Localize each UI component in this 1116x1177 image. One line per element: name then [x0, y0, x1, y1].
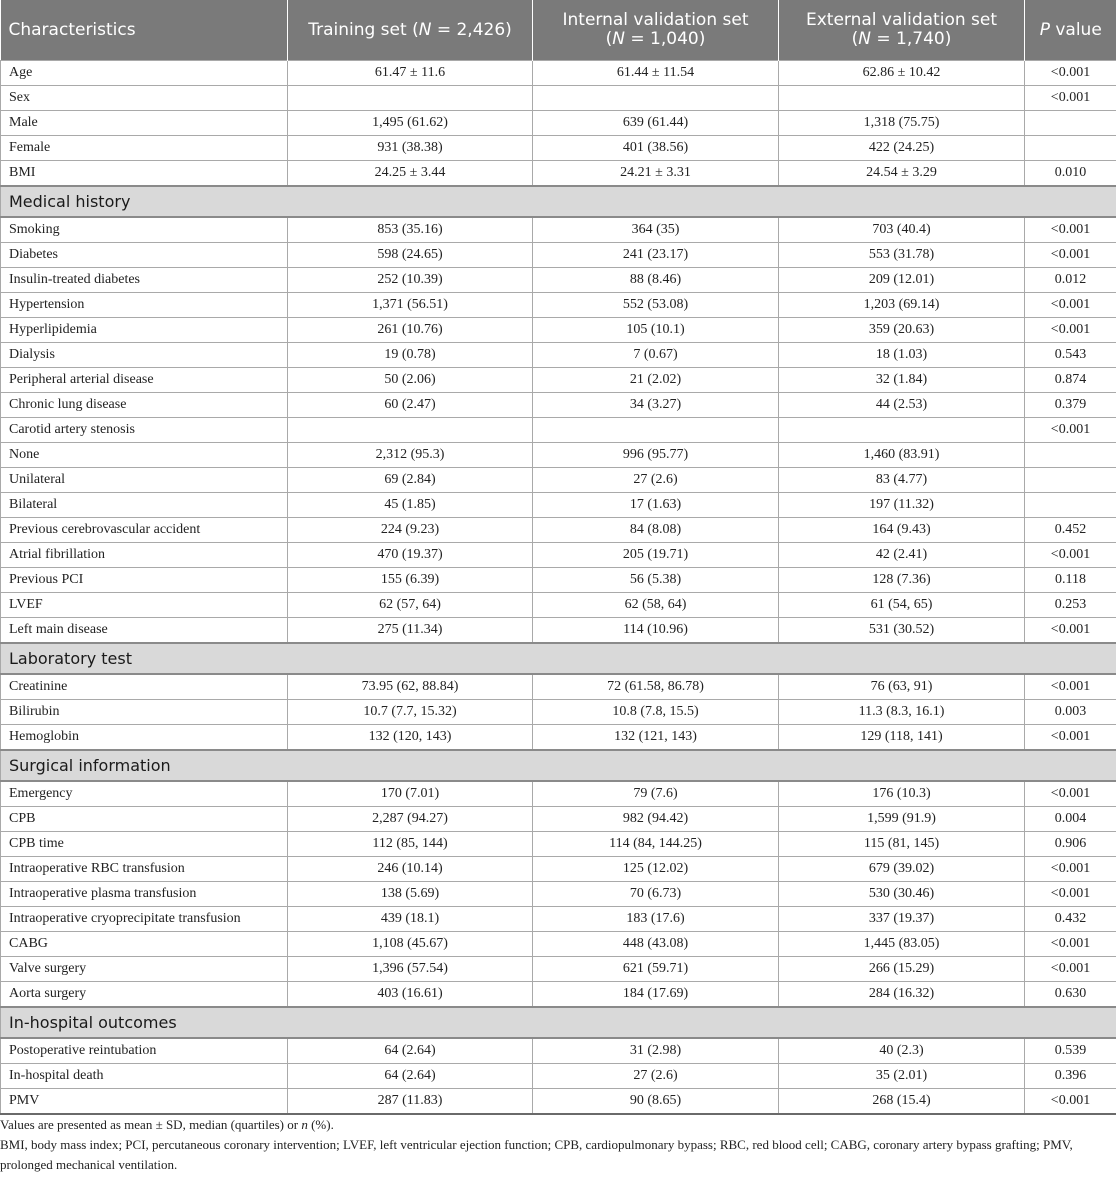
cell-internal: 90 (8.65): [533, 1089, 779, 1115]
table-row: [1, 593, 1116, 618]
table-row: [1, 1038, 1116, 1064]
cell-internal: 72 (61.58, 86.78): [533, 674, 779, 700]
cell-p-value: <0.001: [1025, 86, 1116, 111]
cell-external: 422 (24.25): [779, 136, 1025, 161]
cell-training: 1,371 (56.51): [288, 293, 533, 318]
cell-external: 337 (19.37): [779, 907, 1025, 932]
cell-p-value: <0.001: [1025, 318, 1116, 343]
cell-internal: 552 (53.08): [533, 293, 779, 318]
cell-external: [779, 418, 1025, 443]
cell-training: 138 (5.69): [288, 882, 533, 907]
cell-internal: 17 (1.63): [533, 493, 779, 518]
table-row: [1, 468, 1116, 493]
table-row: [1, 543, 1116, 568]
table-row: [1, 907, 1116, 932]
cell-p-value: <0.001: [1025, 618, 1116, 644]
table-row: [1, 882, 1116, 907]
row-label: Intraoperative cryoprecipitate transfusion: [1, 907, 288, 932]
cell-p-value: 0.906: [1025, 832, 1116, 857]
table-row: [1, 518, 1116, 543]
cell-internal: 114 (10.96): [533, 618, 779, 644]
cell-internal: 10.8 (7.8, 15.5): [533, 700, 779, 725]
cell-external: 32 (1.84): [779, 368, 1025, 393]
cell-p-value: <0.001: [1025, 217, 1116, 243]
cell-external: 176 (10.3): [779, 781, 1025, 807]
cell-external: 553 (31.78): [779, 243, 1025, 268]
cell-internal: 7 (0.67): [533, 343, 779, 368]
cell-external: 703 (40.4): [779, 217, 1025, 243]
cell-internal: 183 (17.6): [533, 907, 779, 932]
cell-training: 170 (7.01): [288, 781, 533, 807]
table-row: [1, 832, 1116, 857]
table-row: [1, 343, 1116, 368]
cell-external: 42 (2.41): [779, 543, 1025, 568]
row-label: Smoking: [1, 217, 288, 243]
row-label: Peripheral arterial disease: [1, 368, 288, 393]
table-row: [1, 418, 1116, 443]
cell-external: 11.3 (8.3, 16.1): [779, 700, 1025, 725]
row-label: Left main disease: [1, 618, 288, 644]
row-label: Insulin-treated diabetes: [1, 268, 288, 293]
table-row: [1, 86, 1116, 111]
cell-internal: 125 (12.02): [533, 857, 779, 882]
cell-internal: 241 (23.17): [533, 243, 779, 268]
cell-training: 287 (11.83): [288, 1089, 533, 1115]
table-row: [1, 1089, 1116, 1115]
cell-external: 1,460 (83.91): [779, 443, 1025, 468]
cell-training: 24.25 ± 3.44: [288, 161, 533, 187]
cell-training: 246 (10.14): [288, 857, 533, 882]
table-row: [1, 293, 1116, 318]
row-label: CPB time: [1, 832, 288, 857]
cell-training: [288, 418, 533, 443]
cell-internal: 205 (19.71): [533, 543, 779, 568]
cell-training: 19 (0.78): [288, 343, 533, 368]
footnote-abbreviations: BMI, body mass index; PCI, percutaneous coronary intervention; LVEF, left ventricular ejection function; CPB, cardiopulmonary bypass; RBC, red blood cell; CABG, coronary artery bypass grafting; PMV, prolonged mechanical ventilation.: [0, 1137, 1073, 1172]
cell-p-value: [1025, 493, 1116, 518]
cell-external: 1,599 (91.9): [779, 807, 1025, 832]
header-p-value: [1025, 0, 1116, 61]
row-label: Intraoperative plasma transfusion: [1, 882, 288, 907]
cell-external: [779, 86, 1025, 111]
row-label: PMV: [1, 1089, 288, 1115]
cell-p-value: 0.539: [1025, 1038, 1116, 1064]
cell-training: 470 (19.37): [288, 543, 533, 568]
cell-p-value: <0.001: [1025, 418, 1116, 443]
cell-training: 403 (16.61): [288, 982, 533, 1008]
table-footnotes: [0, 1115, 1112, 1175]
row-label: Hyperlipidemia: [1, 318, 288, 343]
table-row: [1, 243, 1116, 268]
row-label: Sex: [1, 86, 288, 111]
table-row: [1, 700, 1116, 725]
row-label: Bilateral: [1, 493, 288, 518]
row-label: Emergency: [1, 781, 288, 807]
table-row: [1, 932, 1116, 957]
cell-training: 1,495 (61.62): [288, 111, 533, 136]
cell-internal: 982 (94.42): [533, 807, 779, 832]
table-row: [1, 725, 1116, 751]
table-body: [1, 61, 1116, 1115]
cell-external: 209 (12.01): [779, 268, 1025, 293]
cell-external: 284 (16.32): [779, 982, 1025, 1008]
section-header-row: [1, 643, 1116, 674]
cell-training: [288, 86, 533, 111]
cell-p-value: [1025, 111, 1116, 136]
section-header-row: [1, 186, 1116, 217]
cell-p-value: <0.001: [1025, 1089, 1116, 1115]
cell-internal: 34 (3.27): [533, 393, 779, 418]
cell-internal: 27 (2.6): [533, 1064, 779, 1089]
section-header-row: [1, 750, 1116, 781]
cell-external: 1,318 (75.75): [779, 111, 1025, 136]
row-label: Unilateral: [1, 468, 288, 493]
cell-external: 62.86 ± 10.42: [779, 61, 1025, 86]
cell-internal: 996 (95.77): [533, 443, 779, 468]
cell-training: 853 (35.16): [288, 217, 533, 243]
row-label: CPB: [1, 807, 288, 832]
table-row: [1, 493, 1116, 518]
cell-external: 197 (11.32): [779, 493, 1025, 518]
section-title: Medical history: [1, 186, 1116, 217]
row-label: BMI: [1, 161, 288, 187]
table-row: [1, 807, 1116, 832]
cell-training: 69 (2.84): [288, 468, 533, 493]
row-label: LVEF: [1, 593, 288, 618]
cell-p-value: <0.001: [1025, 293, 1116, 318]
table-row: [1, 618, 1116, 644]
cell-p-value: <0.001: [1025, 882, 1116, 907]
table-row: [1, 217, 1116, 243]
cell-external: 83 (4.77): [779, 468, 1025, 493]
cell-training: 61.47 ± 11.6: [288, 61, 533, 86]
cell-p-value: 0.396: [1025, 1064, 1116, 1089]
cell-p-value: <0.001: [1025, 957, 1116, 982]
table-row: [1, 957, 1116, 982]
row-label: Aorta surgery: [1, 982, 288, 1008]
row-label: Previous PCI: [1, 568, 288, 593]
cell-training: 1,396 (57.54): [288, 957, 533, 982]
cell-training: 252 (10.39): [288, 268, 533, 293]
cell-p-value: 0.874: [1025, 368, 1116, 393]
row-label: CABG: [1, 932, 288, 957]
table-row: [1, 781, 1116, 807]
row-label: In-hospital death: [1, 1064, 288, 1089]
header-external-text: External validation set: [805, 10, 998, 30]
cell-training: 155 (6.39): [288, 568, 533, 593]
row-label: Female: [1, 136, 288, 161]
cell-internal: 70 (6.73): [533, 882, 779, 907]
cell-external: 129 (118, 141): [779, 725, 1025, 751]
header-training-text: Training set (N = 2,426): [308, 19, 512, 40]
cell-training: 224 (9.23): [288, 518, 533, 543]
row-label: Bilirubin: [1, 700, 288, 725]
cell-external: 1,445 (83.05): [779, 932, 1025, 957]
table-row: [1, 857, 1116, 882]
row-label: Age: [1, 61, 288, 86]
cell-internal: 27 (2.6): [533, 468, 779, 493]
cell-training: 1,108 (45.67): [288, 932, 533, 957]
cell-training: 2,287 (94.27): [288, 807, 533, 832]
header-external-sub: (N = 1,740): [851, 29, 952, 49]
table-row: [1, 393, 1116, 418]
row-label: Intraoperative RBC transfusion: [1, 857, 288, 882]
cell-external: 266 (15.29): [779, 957, 1025, 982]
cell-internal: 21 (2.02): [533, 368, 779, 393]
cell-external: 24.54 ± 3.29: [779, 161, 1025, 187]
cell-p-value: <0.001: [1025, 857, 1116, 882]
cell-p-value: 0.118: [1025, 568, 1116, 593]
cell-p-value: <0.001: [1025, 243, 1116, 268]
cell-external: 531 (30.52): [779, 618, 1025, 644]
footnote-values: Values are presented as mean ± SD, median (quartiles) or n (%).: [0, 1117, 334, 1132]
row-label: Postoperative reintubation: [1, 1038, 288, 1064]
cell-p-value: <0.001: [1025, 932, 1116, 957]
row-label: Previous cerebrovascular accident: [1, 518, 288, 543]
cell-internal: 24.21 ± 3.31: [533, 161, 779, 187]
cell-external: 61 (54, 65): [779, 593, 1025, 618]
table-row: [1, 161, 1116, 187]
row-label: Carotid artery stenosis: [1, 418, 288, 443]
cell-external: 530 (30.46): [779, 882, 1025, 907]
cell-p-value: 0.010: [1025, 161, 1116, 187]
table-header-row: [1, 0, 1116, 61]
cell-training: 439 (18.1): [288, 907, 533, 932]
cell-internal: [533, 418, 779, 443]
header-internal-text: Internal validation set: [562, 10, 749, 30]
cell-internal: 401 (38.56): [533, 136, 779, 161]
cell-p-value: <0.001: [1025, 543, 1116, 568]
cell-p-value: <0.001: [1025, 674, 1116, 700]
table-row: [1, 61, 1116, 86]
cell-internal: 61.44 ± 11.54: [533, 61, 779, 86]
row-label: Hypertension: [1, 293, 288, 318]
cell-training: 10.7 (7.7, 15.32): [288, 700, 533, 725]
cell-internal: 56 (5.38): [533, 568, 779, 593]
row-label: Chronic lung disease: [1, 393, 288, 418]
cell-training: 598 (24.65): [288, 243, 533, 268]
cell-training: 931 (38.38): [288, 136, 533, 161]
row-label: Dialysis: [1, 343, 288, 368]
table-row: [1, 1064, 1116, 1089]
cell-internal: 88 (8.46): [533, 268, 779, 293]
cell-p-value: <0.001: [1025, 725, 1116, 751]
header-internal-validation: [533, 0, 779, 61]
cell-external: 1,203 (69.14): [779, 293, 1025, 318]
cell-p-value: [1025, 468, 1116, 493]
cell-training: 261 (10.76): [288, 318, 533, 343]
section-title: Surgical information: [1, 750, 1116, 781]
header-internal-sub: (N = 1,040): [605, 29, 706, 49]
header-p-text: P value: [1039, 19, 1102, 40]
cell-training: 112 (85, 144): [288, 832, 533, 857]
cell-training: 73.95 (62, 88.84): [288, 674, 533, 700]
table-row: [1, 368, 1116, 393]
cell-p-value: <0.001: [1025, 781, 1116, 807]
row-label: Creatinine: [1, 674, 288, 700]
cell-external: 35 (2.01): [779, 1064, 1025, 1089]
header-training-set: [288, 0, 533, 61]
cell-p-value: 0.004: [1025, 807, 1116, 832]
row-label: Valve surgery: [1, 957, 288, 982]
cell-p-value: [1025, 136, 1116, 161]
cell-internal: 114 (84, 144.25): [533, 832, 779, 857]
cell-internal: 621 (59.71): [533, 957, 779, 982]
cell-external: 44 (2.53): [779, 393, 1025, 418]
cell-external: 40 (2.3): [779, 1038, 1025, 1064]
row-label: Atrial fibrillation: [1, 543, 288, 568]
cell-internal: 79 (7.6): [533, 781, 779, 807]
cell-external: 164 (9.43): [779, 518, 1025, 543]
cell-p-value: <0.001: [1025, 61, 1116, 86]
cell-internal: [533, 86, 779, 111]
cell-external: 679 (39.02): [779, 857, 1025, 882]
row-label: Hemoglobin: [1, 725, 288, 751]
cell-external: 128 (7.36): [779, 568, 1025, 593]
table-row: [1, 318, 1116, 343]
row-label: Male: [1, 111, 288, 136]
cell-p-value: 0.253: [1025, 593, 1116, 618]
table-row: [1, 568, 1116, 593]
cell-p-value: 0.630: [1025, 982, 1116, 1008]
cell-training: 64 (2.64): [288, 1038, 533, 1064]
cell-p-value: [1025, 443, 1116, 468]
cell-external: 18 (1.03): [779, 343, 1025, 368]
cell-internal: 84 (8.08): [533, 518, 779, 543]
cell-external: 268 (15.4): [779, 1089, 1025, 1115]
cell-training: 2,312 (95.3): [288, 443, 533, 468]
header-external-validation: [779, 0, 1025, 61]
cell-internal: 364 (35): [533, 217, 779, 243]
cell-p-value: 0.452: [1025, 518, 1116, 543]
cell-internal: 31 (2.98): [533, 1038, 779, 1064]
table-row: [1, 111, 1116, 136]
cell-p-value: 0.379: [1025, 393, 1116, 418]
cell-internal: 132 (121, 143): [533, 725, 779, 751]
cell-training: 132 (120, 143): [288, 725, 533, 751]
cell-p-value: 0.432: [1025, 907, 1116, 932]
section-title: Laboratory test: [1, 643, 1116, 674]
cell-p-value: 0.012: [1025, 268, 1116, 293]
cell-internal: 448 (43.08): [533, 932, 779, 957]
cell-p-value: 0.003: [1025, 700, 1116, 725]
section-header-row: [1, 1007, 1116, 1038]
cell-training: 60 (2.47): [288, 393, 533, 418]
cell-training: 45 (1.85): [288, 493, 533, 518]
cell-p-value: 0.543: [1025, 343, 1116, 368]
section-title: In-hospital outcomes: [1, 1007, 1116, 1038]
cell-training: 50 (2.06): [288, 368, 533, 393]
cell-training: 275 (11.34): [288, 618, 533, 644]
cell-external: 115 (81, 145): [779, 832, 1025, 857]
cell-internal: 105 (10.1): [533, 318, 779, 343]
cell-training: 64 (2.64): [288, 1064, 533, 1089]
table-row: [1, 982, 1116, 1008]
table-row: [1, 268, 1116, 293]
table-row: [1, 674, 1116, 700]
cell-training: 62 (57, 64): [288, 593, 533, 618]
cell-internal: 184 (17.69): [533, 982, 779, 1008]
cell-external: 359 (20.63): [779, 318, 1025, 343]
cell-internal: 639 (61.44): [533, 111, 779, 136]
row-label: Diabetes: [1, 243, 288, 268]
table-row: [1, 136, 1116, 161]
cell-internal: 62 (58, 64): [533, 593, 779, 618]
header-characteristics: Characteristics: [1, 0, 288, 61]
row-label: None: [1, 443, 288, 468]
cell-external: 76 (63, 91): [779, 674, 1025, 700]
table-row: [1, 443, 1116, 468]
